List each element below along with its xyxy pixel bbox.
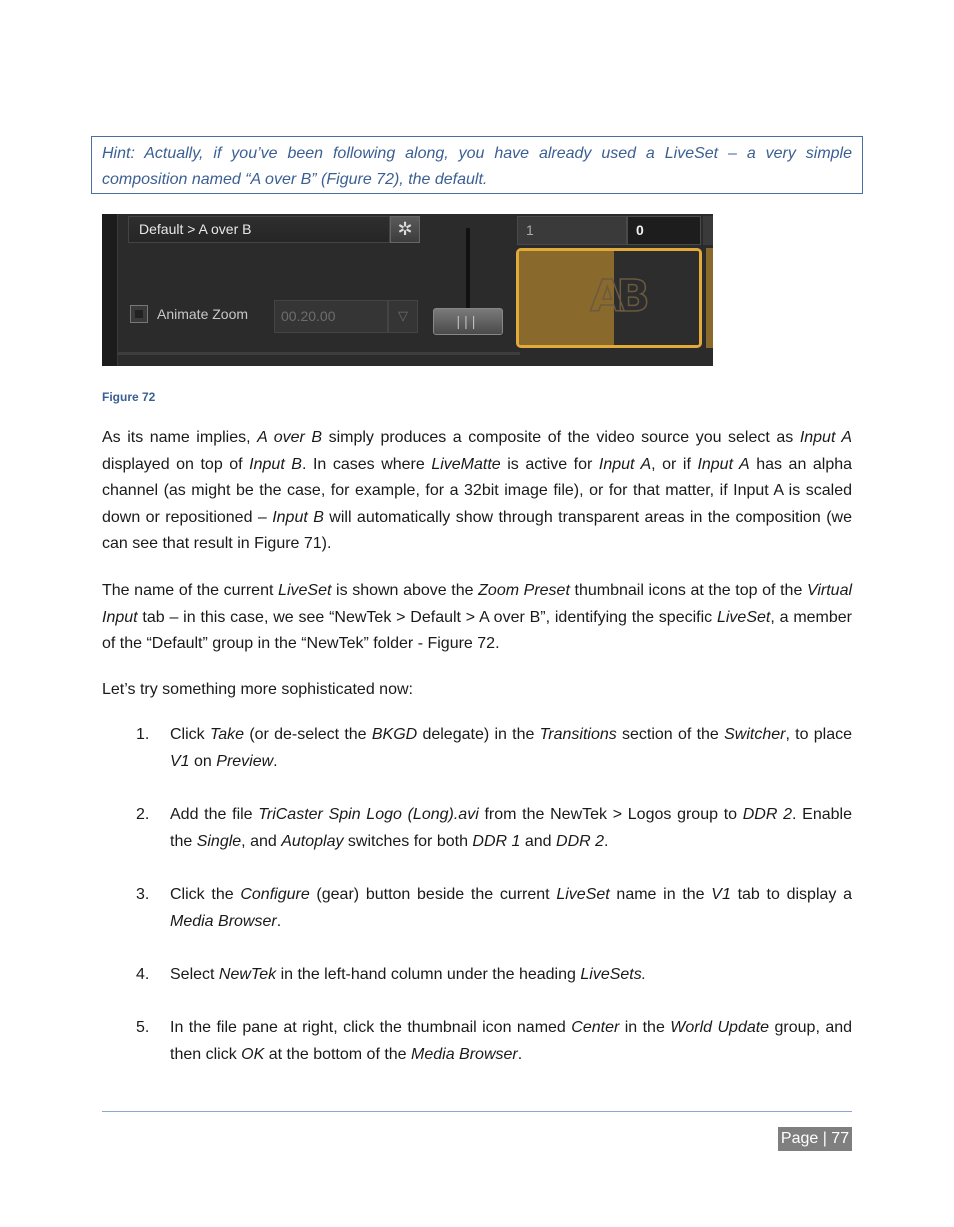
list-number: 1. <box>136 726 150 743</box>
list-number: 3. <box>136 886 150 903</box>
list-text: Click the Configure (gear) button beside the current LiveSet name in the V1 tab to display a Media Browser. <box>170 886 853 930</box>
page-number-badge: Page | 77 <box>778 1127 852 1151</box>
list-text: In the file pane at right, click the thumbnail icon named Center in the World Update group, and then click OK at the bottom of the Media Browser. <box>170 1019 853 1063</box>
paragraph-3: Let’s try something more sophisticated now: <box>102 681 413 698</box>
preset-tab-partial[interactable] <box>703 216 713 245</box>
list-number: 5. <box>136 1019 150 1036</box>
preset-tab-1[interactable]: 1 <box>517 216 627 245</box>
animate-zoom-checkbox[interactable] <box>130 305 148 323</box>
gear-icon[interactable]: ✲ <box>390 216 420 243</box>
paragraph-1: As its name implies, A over B simply produces a composite of the video source you select as Input A displayed on top of Input B. In cases where LiveMatte is active for Input A, or if Input A has an alpha channel (as might be the case, for example, for a 32bit image file), or for that matter, if Input A is scaled down or repositioned – Input B will automatically show through transparent areas in the composition (we can see that result in Figure 71). <box>102 429 853 553</box>
duration-field[interactable]: 00.20.00 <box>274 300 388 333</box>
figure-left-bar <box>102 214 118 366</box>
footer-divider <box>102 1111 852 1112</box>
list-number: 4. <box>136 966 150 983</box>
figure-72-image <box>102 214 713 366</box>
figure-bottom-bar <box>118 352 520 355</box>
hint-text: Hint: Actually, if you’ve been following along, you have already used a LiveSet – a very simple composition named “A over B” (Figure 72), the default. <box>102 145 852 188</box>
preset-tab-0[interactable]: 0 <box>627 216 701 245</box>
tbar-handle[interactable]: ||| <box>433 308 503 335</box>
zoom-preset-thumbnail[interactable] <box>516 248 702 348</box>
liveset-name-field: Default > A over B <box>128 216 390 243</box>
list-text: Add the file TriCaster Spin Logo (Long).avi from the NewTek > Logos group to DDR 2. Enable the Single, and Autoplay switches for both DDR 1 and DDR 2. <box>170 806 853 850</box>
chevron-down-icon[interactable]: ▽ <box>388 300 418 333</box>
hint-box <box>91 136 863 194</box>
ab-logo-icon: AB <box>590 271 642 322</box>
animate-zoom-label: Animate Zoom <box>157 306 249 322</box>
list-text: Click Take (or de-select the BKGD delegate) in the Transitions section of the Switcher, to place V1 on Preview. <box>170 726 853 770</box>
figure-caption: Figure 72 <box>102 390 156 404</box>
next-thumbnail-edge <box>706 248 713 348</box>
list-number: 2. <box>136 806 150 823</box>
paragraph-2: The name of the current LiveSet is shown above the Zoom Preset thumbnail icons at the top of the Virtual Input tab – in this case, we see “NewTek > Default > A over B”, identifying the specific LiveSet, a member of the “Default” group in the “NewTek” folder - Figure 72. <box>102 582 853 653</box>
list-text: Select NewTek in the left-hand column under the heading LiveSets. <box>170 966 647 983</box>
